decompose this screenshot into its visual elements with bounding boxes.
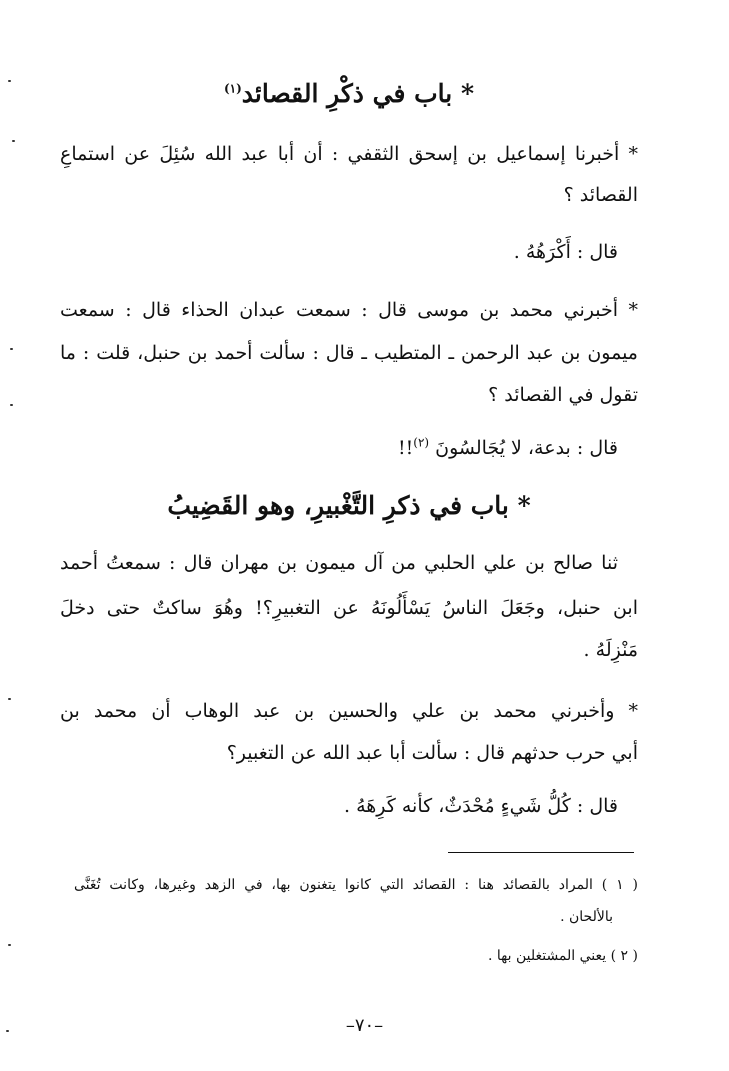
section-heading-qasaid (60, 74, 638, 114)
scan-speck (8, 944, 11, 946)
paragraph-4-text: قال : بدعة، لا يُجَالسُونَ (435, 437, 618, 459)
paragraph-4-tail: !! (398, 437, 414, 459)
scan-speck (6, 1030, 9, 1032)
section-heading-taghbir: * باب في ذكرِ التَّغْبيرِ، وهو القَضِيبُ (167, 491, 531, 520)
paragraph-3-line-2: ميمون بن عبد الرحمن ـ المتطيب ـ قال : سألت أحمد بن حنبل، قلت : ما (60, 342, 638, 364)
footnote-ref-2: (٢) (413, 435, 430, 450)
heading-star: * (460, 79, 475, 108)
page-number: –٧٠– (345, 1015, 384, 1036)
paragraph-1-line-2: القصائد ؟ (563, 184, 638, 206)
scan-speck (10, 348, 13, 350)
scan-speck (10, 404, 13, 406)
paragraph-2-line-1: قال : أَكْرَهُهُ . (513, 241, 618, 263)
footnote-separator (448, 852, 634, 853)
footnote-ref-1: (١) (223, 81, 242, 96)
scan-speck (8, 698, 11, 700)
paragraph-6-line-1: * وأخبرني محمد بن علي والحسين بن عبد الوهاب أن محمد بن (60, 700, 638, 722)
footnote-1-line-2: بالألحان . (560, 909, 613, 925)
paragraph-5-line-3: مَنْزِلَهُ . (583, 639, 638, 661)
paragraph-5-line-2: ابن حنبل، وجَعَلَ الناسُ يَسْأَلُونَهُ عن التغبيرِ؟! وهُوَ ساكتٌ حتى دخلَ (60, 597, 638, 619)
paragraph-1-line-1: * أخبرنا إسماعيل بن إسحق الثقفي : أن أبا عبد الله سُئِلَ عن استماعِ (60, 143, 638, 165)
footnote-2: ( ٢ ) يعني المشتغلين بها . (487, 948, 638, 964)
scan-speck (8, 80, 11, 82)
paragraph-3-line-1: * أخبرني محمد بن موسى قال : سمعت عبدان الحذاء قال : سمعت (60, 299, 638, 321)
paragraph-6-line-2: أبي حرب حدثهم قال : سألت أبا عبد الله عن التغبير؟ (226, 742, 638, 764)
footnote-1-line-1: ( ١ ) المراد بالقصائد هنا : القصائد التي كانوا يتغنون بها، في الزهد وغيرها، وكانت تُغَنَّى (74, 877, 638, 893)
heading-text: باب في ذكْرِ القصائد (241, 79, 453, 108)
scan-speck (12, 140, 15, 142)
paragraph-4-line-1 (60, 433, 618, 463)
paragraph-7-line-1: قال : كُلُّ شَيءٍ مُحْدَثٌ، كأنه كَرِهَهُ . (344, 795, 618, 817)
paragraph-5-line-1: ثنا صالح بن علي الحلبي من آل ميمون بن مهران قال : سمعتُ أحمد (60, 552, 618, 574)
paragraph-3-line-3: تقول في القصائد ؟ (488, 384, 638, 406)
